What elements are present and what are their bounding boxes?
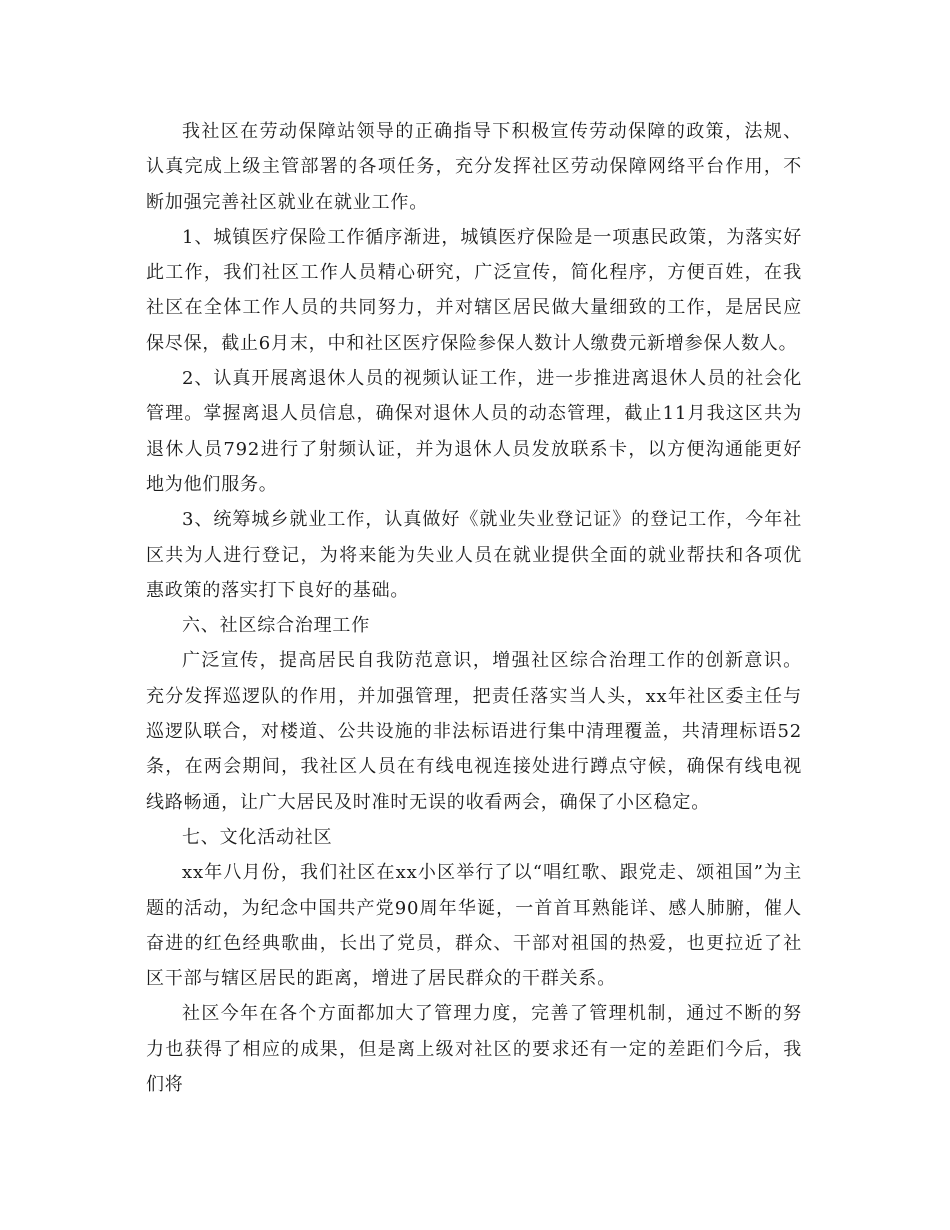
section-heading-governance: 六、社区综合治理工作 xyxy=(182,615,370,637)
paragraph-employment: 3、统筹城乡就业工作，认真做好《就业失业登记证》的登记工作，今年社区共为人进行登记，为将来能为失业人员在就业提供全面的就业帮扶和各项优惠政策的落实打下良好的基础。 xyxy=(146,509,802,601)
paragraph-retiree-certification: 2、认真开展离退休人员的视频认证工作，进一步推进离退休人员的社会化管理。掌握离退人员信息，确保对退休人员的动态管理，截止11月我这区共为退休人员792进行了射频认证，并为退休人员发放联系卡，以方便沟通能更好地为他们服务。 xyxy=(146,368,802,495)
document-body xyxy=(146,114,802,1102)
paragraph-summary: 社区今年在各个方面都加大了管理力度，完善了管理机制，通过不断的努力也获得了相应的成果，但是离上级对社区的要求还有一定的差距们今后，我们将 xyxy=(146,1003,802,1096)
paragraph-medical-insurance: 1、城镇医疗保险工作循序渐进，城镇医疗保险是一项惠民政策，为落实好此工作，我们社区工作人员精心研究，广泛宣传，简化程序，方便百姓，在我社区在全体工作人员的共同努力，并对辖区居民做大量细致的工作，是居民应保尽保，截止6月末，中和社区医疗保险参保人数计人缴费元新增参保人数人。 xyxy=(146,226,802,354)
paragraph-intro: 我社区在劳动保障站领导的正确指导下积极宣传劳动保障的政策，法规、认真完成上级主管部署的各项任务，充分发挥社区劳动保障网络平台作用，不断加强完善社区就业在就业工作。 xyxy=(146,121,802,213)
paragraph-culture: xx年八月份，我们社区在xx小区举行了以“唱红歌、跟党走、颂祖国”为主题的活动，为纪念中国共产党90周年华诞，一首首耳熟能详、感人肺腑，催人奋进的红色经典歌曲，长出了党员，群众、干部对祖国的热爱，也更拉近了社区干部与辖区居民的距离，增进了居民群众的干群关系。 xyxy=(146,862,802,990)
section-heading-culture: 七、文化活动社区 xyxy=(182,826,333,848)
paragraph-governance: 广泛宣传，提高居民自我防范意识，增强社区综合治理工作的创新意识。充分发挥巡逻队的作用，并加强管理，把责任落实当人头，xx年社区委主任与巡逻队联合，对楼道、公共设施的非法标语进行集中清理覆盖，共清理标语52条，在两会期间，我社区人员在有线电视连接处进行蹲点守候，确保有线电视线路畅通，让广大居民及时准时无误的收看两会，确保了小区稳定。 xyxy=(146,650,802,813)
